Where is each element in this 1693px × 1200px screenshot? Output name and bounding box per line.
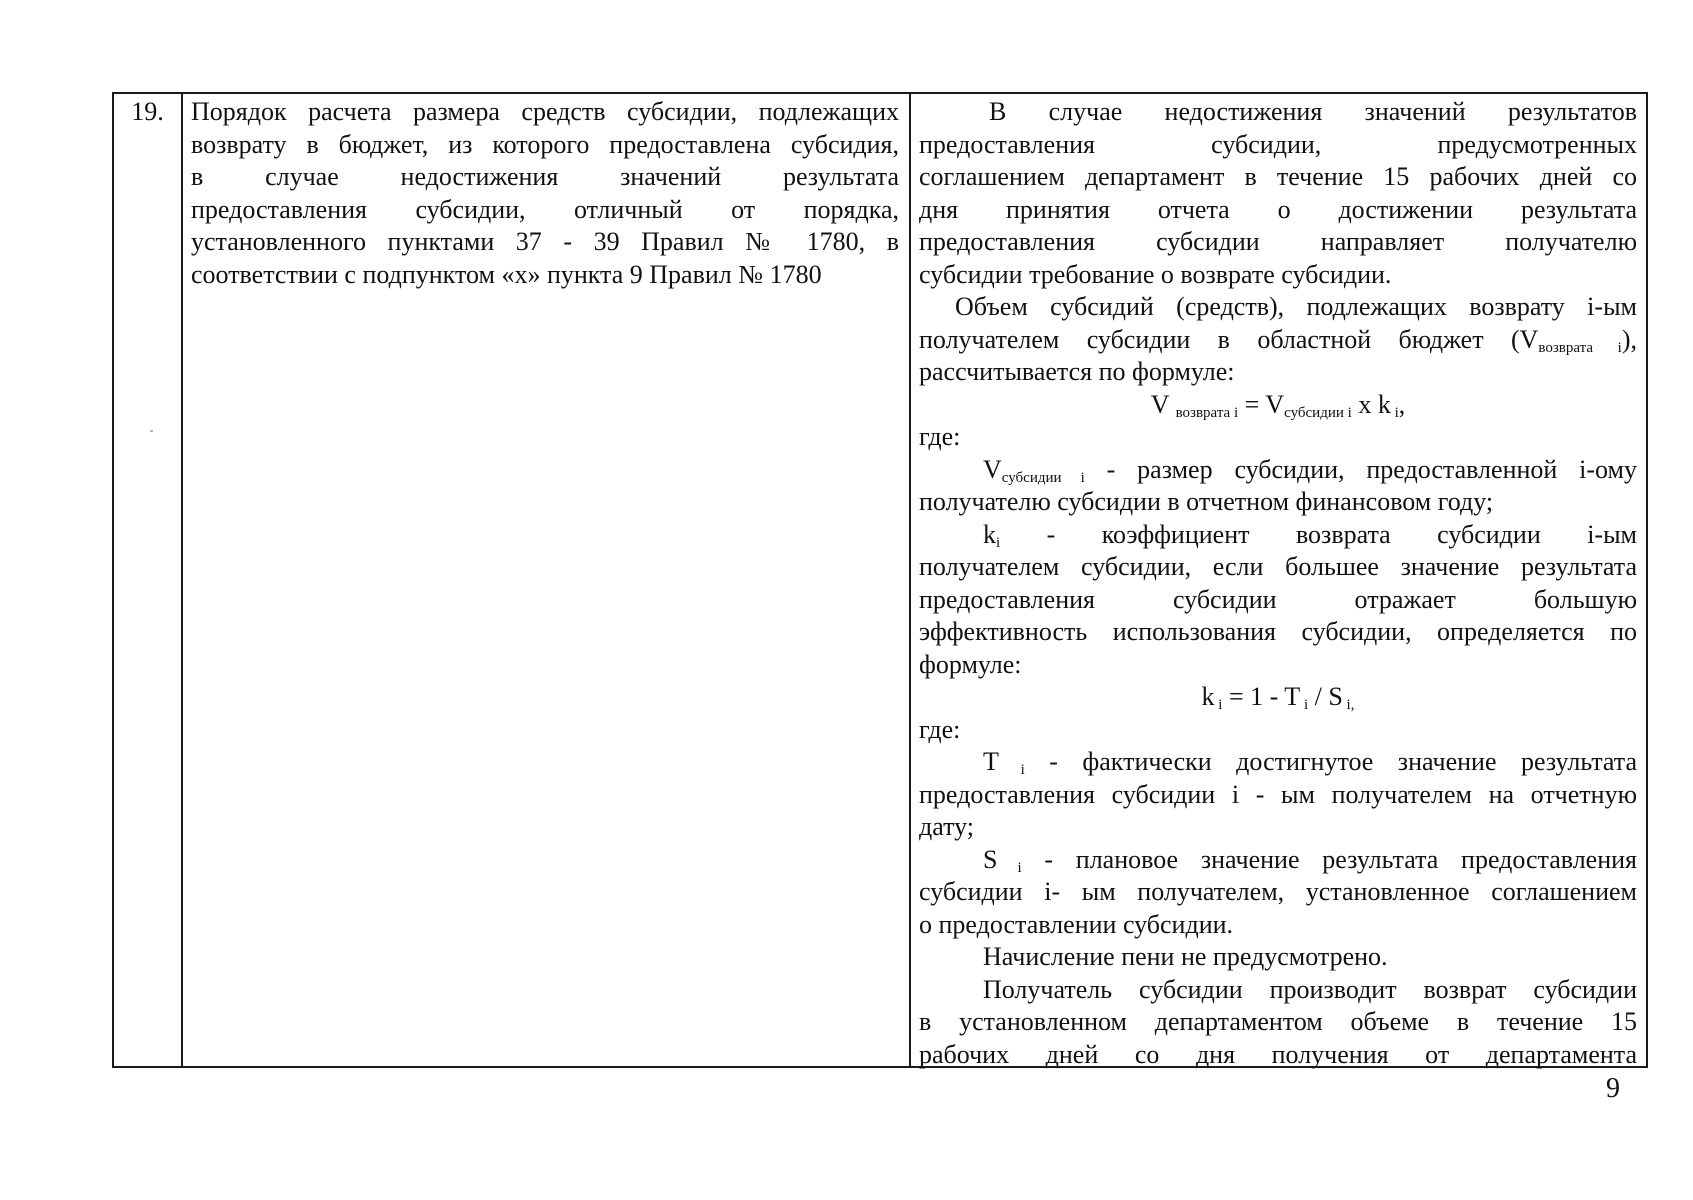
page-number: 9 xyxy=(1606,1073,1620,1104)
parameter-line: возврату в бюджет, из которого предоставлена субсидия, xyxy=(191,129,899,159)
column-divider-2 xyxy=(909,94,911,1066)
column-divider-1 xyxy=(181,94,183,1066)
desc-line: предоставления субсидии направляет получателю xyxy=(919,227,1637,256)
desc-line: рабочих дней со дня получения от департамента xyxy=(919,1039,1637,1069)
parameter-cell xyxy=(191,94,899,291)
scan-artifact xyxy=(150,430,153,432)
parameter-line: Порядок расчета размера средств субсидии, подлежащих xyxy=(191,97,899,126)
desc-line: получателю субсидии в отчетном финансовом году; xyxy=(919,487,1494,516)
parameter-line: соответствии с подпунктом «х» пункта 9 Правил № 1780 xyxy=(191,259,822,289)
description-cell xyxy=(919,94,1637,1071)
definition-s: S $_i$ - плановое значение результата предоставления xyxy=(983,844,1638,876)
desc-line: предоставления субсидии i - ым получателем на отчетную xyxy=(919,779,1637,809)
penalty-note: Начисление пени не предусмотрено. xyxy=(983,942,1388,971)
desc-line: предоставления субсидии отражает большую xyxy=(919,584,1637,614)
desc-line: Объем субсидий (средств), подлежащих возврату i-ым xyxy=(955,292,1637,321)
desc-line: В случае недостижения значений результатов xyxy=(989,97,1637,126)
desc-line: Получатель субсидии производит возврат субсидии xyxy=(983,974,1637,1004)
parameter-line: в случае недостижения значений результата xyxy=(191,162,899,191)
definition-t: T $_i$ - фактически достигнутое значение результата xyxy=(983,747,1638,778)
desc-line: соглашением департамент в течение 15 рабочих дней со xyxy=(919,162,1637,191)
definition-v: $V_{субсидии i}$ - размер субсидии, предоставленной i-ому xyxy=(983,454,1637,486)
desc-line: рассчитывается по формуле: xyxy=(919,357,1235,386)
desc-line: о предоставлении субсидии. xyxy=(919,909,1234,939)
formula-v-return: V $_{возврата i} = V_{субсидии i}$ х k $_i$, xyxy=(1150,389,1406,421)
parameter-line: предоставления субсидии, отличный от порядка, xyxy=(191,194,899,224)
desc-line: субсидии требование о возврате субсидии. xyxy=(919,259,1392,289)
definition-k: $k_i$ - коэффициент возврата субсидии i-ым xyxy=(983,519,1637,551)
desc-line: получателем субсидии, если большее значение результата xyxy=(919,552,1637,581)
desc-line: предоставления субсидии, предусмотренных xyxy=(919,129,1637,159)
desc-line: субсидии i- ым получателем, установленное соглашением xyxy=(919,877,1637,906)
desc-line: дату; xyxy=(919,812,974,841)
document-table xyxy=(112,92,1648,1068)
desc-line: дня принятия отчета о достижении результата xyxy=(919,194,1637,224)
row-number: 19. xyxy=(131,97,164,126)
formula-k: k $_i$ = 1 - T $_i$ / S $_{i,}$ xyxy=(1201,682,1355,713)
desc-line: эффективность использования субсидии, определяется по xyxy=(919,617,1637,646)
parameter-line: установленного пунктами 37 - 39 Правил № 1780, в xyxy=(191,227,899,256)
desc-line: в установленном департаментом объеме в течение 15 xyxy=(919,1007,1637,1036)
desc-line: формуле: xyxy=(919,649,1022,679)
where-label: где: xyxy=(919,422,961,451)
desc-line-volume: получателем субсидии в областной бюджет $(V_{возврата i})$, xyxy=(919,324,1637,356)
where-label: где: xyxy=(919,714,961,744)
